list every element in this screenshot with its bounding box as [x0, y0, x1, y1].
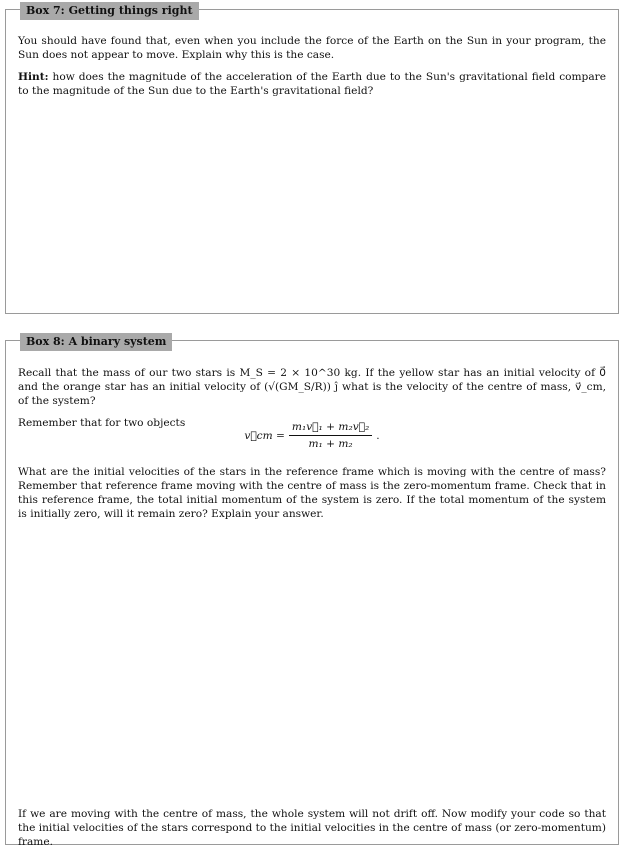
box-7-paragraph: You should have found that, even when you include the force of the Earth on the Sun in your program, the Sun does not appear to move. Explain why this is the case. — [18, 35, 606, 61]
box-8-content-bottom — [18, 807, 606, 849]
equation-period: . — [376, 429, 380, 442]
box-7 — [5, 4, 619, 314]
equation-denominator: m₁ + m₂ — [308, 438, 353, 450]
equation-numerator: m₁v⃗₁ + m₂v⃗₂ — [289, 420, 372, 436]
box-7-hint — [18, 70, 606, 98]
hint-text: how does the magnitude of the acceleration of the Earth due to the Sun's gravitational field compare to the magnitude of the Sun due to the Earth's gravitational field? — [18, 71, 606, 97]
center-of-mass-equation — [6, 420, 618, 451]
hint-label: Hint: — [18, 71, 49, 83]
box-8-paragraph-2: Remember that for two objects — [18, 417, 186, 429]
box-8-content-lower — [18, 465, 606, 521]
box-8-title: Box 8: A binary system — [20, 333, 172, 351]
box-8-paragraph-4: If we are moving with the centre of mass, the whole system will not drift off. Now modify your code so that the initial velocities of the stars correspond to the initial velocities in the centre of mass (or zero-momentum) frame. — [18, 808, 606, 848]
equation-fraction — [289, 420, 372, 451]
box-7-title: Box 7: Getting things right — [20, 2, 199, 20]
box-8 — [5, 335, 619, 848]
box-8-paragraph-3: What are the initial velocities of the stars in the reference frame which is moving with the centre of mass? Remember that reference frame moving with the centre of mass is the zero-momentum frame. Check that in this reference frame, the total initial momentum of the system is zero. If the total momentum of the system is initially zero, will it remain zero? Explain your answer. — [18, 466, 606, 520]
box-8-paragraph-1: Recall that the mass of our two stars is M_S = 2 × 10^30 kg. If the yellow star has an initial velocity of 0⃗ and the orange star has an initial velocity of (√(GM_S/R)) ĵ what is the velocity of the centre of mass, v⃗_cm, of the system? — [18, 367, 606, 407]
box-7-content — [18, 34, 606, 98]
equation-lhs: v⃗cm = — [244, 429, 285, 442]
